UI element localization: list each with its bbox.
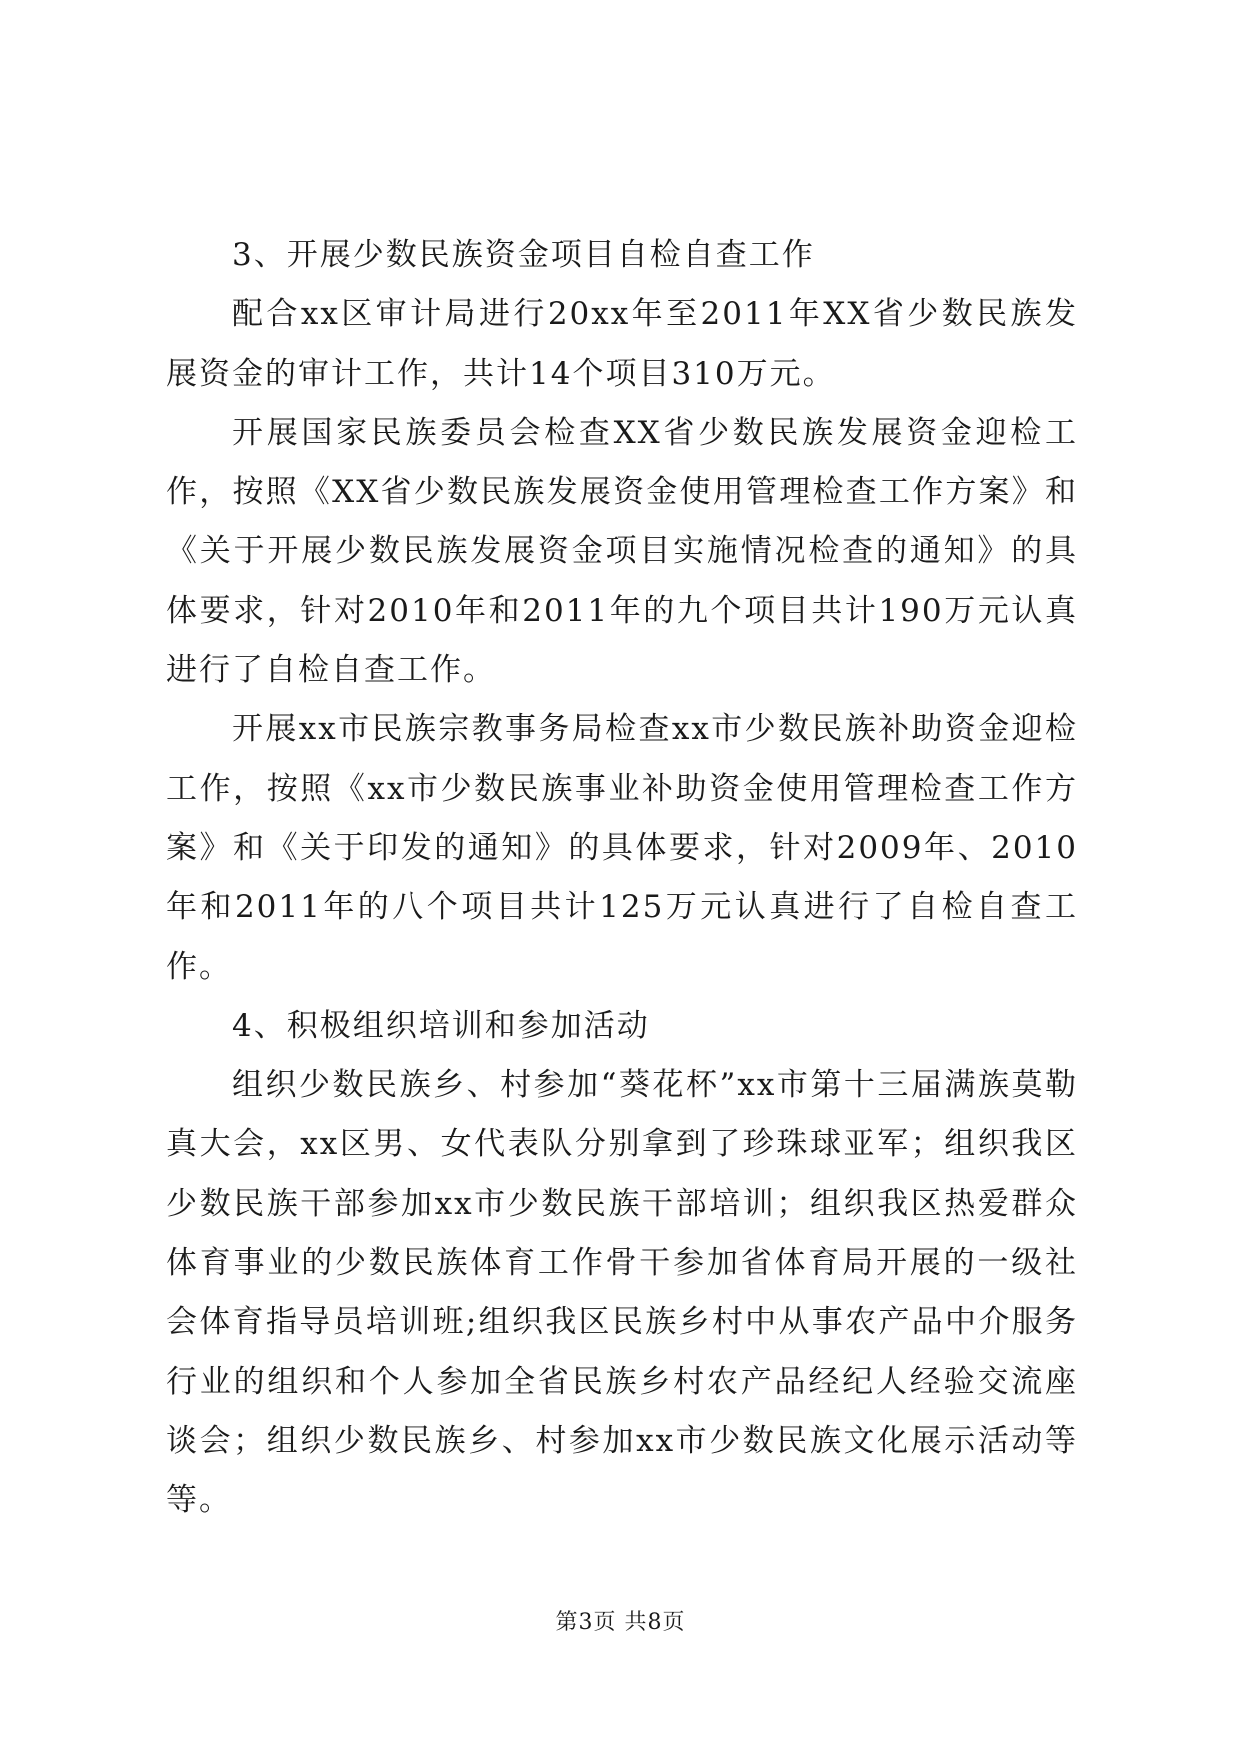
section-heading-4: 4、积极组织培训和参加活动 — [232, 1007, 650, 1044]
section-heading-3: 3、开展少数民族资金项目自检自查工作 — [232, 237, 815, 273]
paragraph-audit: 配合xx区审计局进行20xx年至2011年XX省少数民族发展资金的审计工作，共计14个项目310万元。 — [166, 296, 1078, 392]
document-body — [166, 226, 1078, 1531]
paragraph-activities: 组织少数民族乡、村参加“葵花杯”xx市第十三届满族莫勒真大会，xx区男、女代表队分别拿到了珍珠球亚军；组织我区少数民族干部参加xx市少数民族干部培训；组织我区热爱群众体育事业的少数民族体育工作骨干参加省体育局开展的一级社会体育指导员培训班;组织我区民族乡村中从事农产品中介服务行业的组织和个人参加全省民族乡村农产品经纪人经验交流座谈会；组织少数民族乡、村参加xx市少数民族文化展示活动等等。 — [166, 1067, 1078, 1519]
page-number-footer: 第3页 共8页 — [555, 1610, 686, 1635]
paragraph-national-inspection: 开展国家民族委员会检查XX省少数民族发展资金迎检工作，按照《XX省少数民族发展资金使用管理检查工作方案》和《关于开展少数民族发展资金项目实施情况检查的通知》的具体要求，针对2010年和2011年的九个项目共计190万元认真进行了自检自查工作。 — [166, 414, 1078, 689]
paragraph-city-inspection: 开展xx市民族宗教事务局检查xx市少数民族补助资金迎检工作，按照《xx市少数民族事业补助资金使用管理检查工作方案》和《关于印发的通知》的具体要求，针对2009年、2010年和2011年的八个项目共计125万元认真进行了自检自查工作。 — [166, 711, 1078, 985]
